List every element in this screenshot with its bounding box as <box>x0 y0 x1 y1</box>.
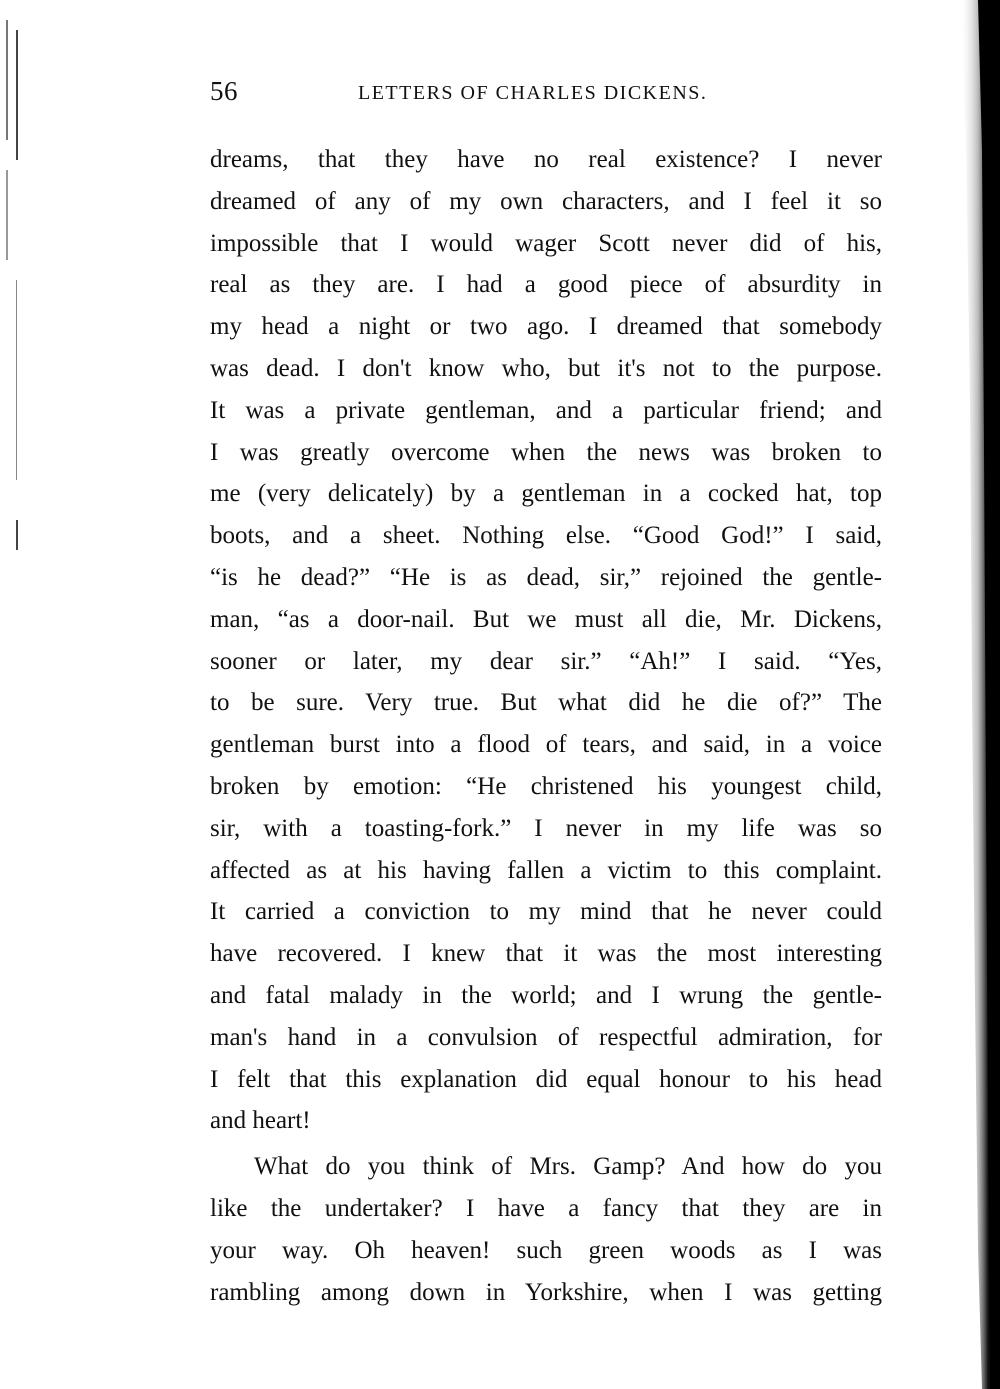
text-line: my head a night or two ago. I dreamed that somebody <box>210 313 882 341</box>
text-line: man, “as a door-nail. But we must all die, Mr. Dickens, <box>210 605 882 633</box>
binding-marks <box>4 20 20 550</box>
text-line: me (very delicately) by a gentleman in a cocked hat, top <box>210 480 882 508</box>
text-line: What do you think of Mrs. Gamp? And how do you <box>254 1153 882 1181</box>
text-line: and heart! <box>210 1107 311 1135</box>
text-line: broken by emotion: “He christened his youngest child, <box>210 772 882 800</box>
text-line: I felt that this explanation did equal honour to his head <box>210 1065 882 1093</box>
text-line: to be sure. Very true. But what did he die of?” The <box>210 689 882 717</box>
page-number: 56 <box>210 76 238 106</box>
page-header <box>210 76 880 110</box>
text-line: dreams, that they have no real existence? I never <box>210 146 882 173</box>
scan-edge-shadow <box>920 0 1000 1389</box>
running-head: LETTERS OF CHARLES DICKENS. <box>358 82 708 104</box>
text-line: boots, and a sheet. Nothing else. “Good God!” I said, <box>210 522 882 550</box>
text-line: affected as at his having fallen a victim to this complaint. <box>210 856 882 884</box>
text-line: have recovered. I knew that it was the most interesting <box>210 940 882 968</box>
text-line: was dead. I don't know who, but it's not to the purpose. <box>210 354 882 382</box>
text-line: man's hand in a convulsion of respectful admiration, for <box>210 1023 882 1051</box>
body-text <box>210 139 882 1313</box>
text-line: and fatal malady in the world; and I wrung the gentle- <box>210 981 882 1009</box>
text-line: like the undertaker? I have a fancy that they are in <box>210 1194 882 1222</box>
text-line: gentleman burst into a flood of tears, and said, in a voice <box>210 731 882 759</box>
text-line: dreamed of any of my own characters, and I feel it so <box>210 187 882 215</box>
text-line: impossible that I would wager Scott never did of his, <box>210 229 882 257</box>
text-line: It was a private gentleman, and a particular friend; and <box>210 396 882 424</box>
text-line: I was greatly overcome when the news was broken to <box>210 438 882 466</box>
text-line: It carried a conviction to my mind that he never could <box>210 898 882 926</box>
text-line: sooner or later, my dear sir.” “Ah!” I said. “Yes, <box>210 647 882 675</box>
text-line: “is he dead?” “He is as dead, sir,” rejoined the gentle- <box>210 563 882 591</box>
text-line: sir, with a toasting-fork.” I never in my life was so <box>210 814 882 842</box>
text-line: real as they are. I had a good piece of absurdity in <box>210 271 882 299</box>
text-line: rambling among down in Yorkshire, when I was getting <box>210 1278 882 1306</box>
text-line: your way. Oh heaven! such green woods as I was <box>210 1236 882 1264</box>
